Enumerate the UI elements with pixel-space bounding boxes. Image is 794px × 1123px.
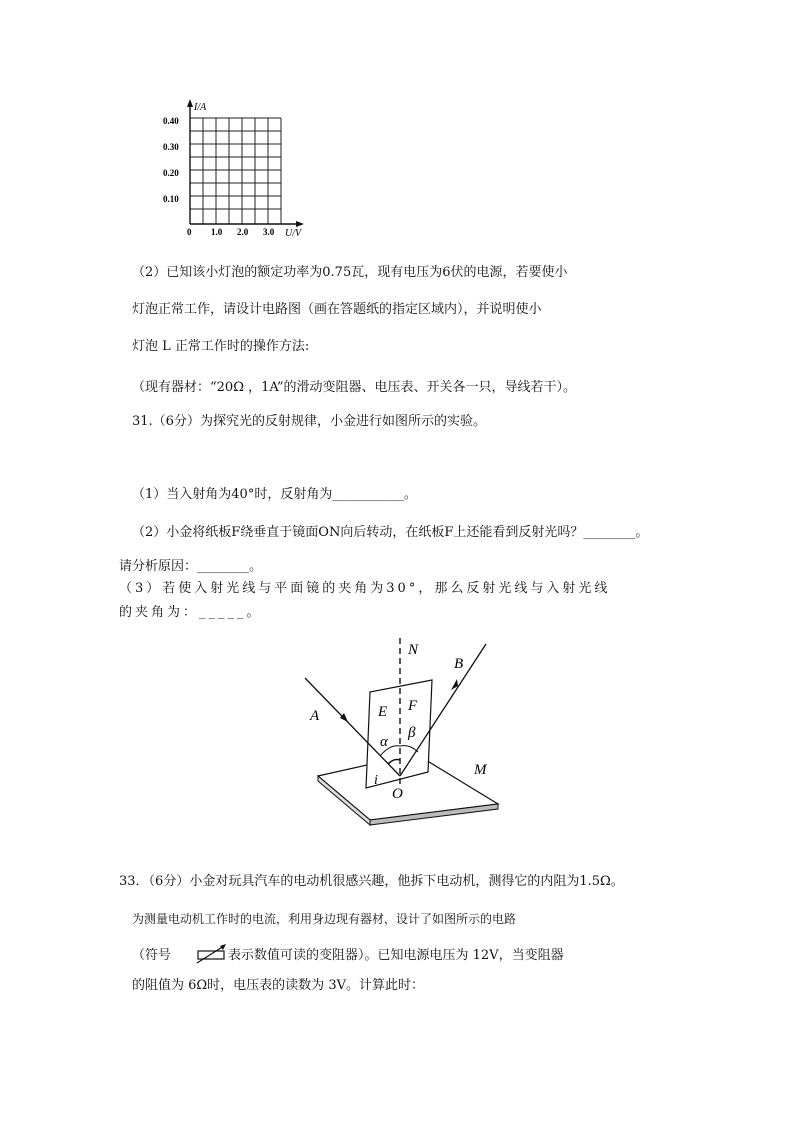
iu-grid-chart	[150, 96, 320, 246]
label-e: E	[378, 704, 388, 720]
label-m: M	[474, 762, 487, 778]
y-tick-label: 0.10	[163, 194, 179, 204]
label-beta: β	[408, 725, 416, 741]
q31-stem: 31.（6分）为探究光的反射规律，小金进行如图所示的实验。	[132, 414, 486, 429]
q30-part2-line1: （2）已知该小灯泡的额定功率为0.75瓦，现有电压为6伏的电源，若要使小	[132, 265, 568, 280]
q33-line3-prefix: （符号	[132, 948, 172, 963]
q30-part2-line3: 灯泡 L 正常工作时的操作方法:	[132, 339, 310, 354]
q31-part3-line1: （3）若使入射光线与平面镜的夹角为30°，那么反射光线与入射光线	[119, 581, 611, 596]
q30-part2-line2: 灯泡正常工作，请设计电路图（画在答题纸的指定区域内），并说明使小	[132, 302, 542, 317]
x-axis-arrow	[296, 221, 304, 227]
incident-ray-arrow	[340, 713, 348, 722]
y-tick-label: 0.20	[163, 168, 179, 178]
x-axis-label: U/V	[285, 228, 302, 239]
label-n: N	[408, 642, 419, 658]
q31-part2: （2）小金将纸板F绕垂直于镜面ON向后转动，在纸板F上还能看到反射光吗？________。	[132, 525, 649, 540]
variable-resistor-icon	[196, 943, 228, 965]
q33-line3-suffix: 表示数值可读的变阻器）。已知电源电压为 12V，当变阻器	[228, 948, 564, 963]
label-alpha: α	[380, 734, 388, 750]
q30-part2-materials: （现有器材：“20Ω ，1A”的滑动变阻器、电压表、开关各一只，导线若干）。	[132, 380, 576, 395]
y-tick-label: 0.30	[163, 142, 179, 152]
q31-reason: 请分析原因：________。	[119, 559, 263, 574]
q33-line2: 为测量电动机工作时的电流，利用身边现有器材，设计了如图所示的电路	[132, 912, 517, 926]
x-tick-label: 0	[187, 227, 192, 237]
x-tick-label: 2.0	[237, 227, 249, 237]
y-tick-label: 0.40	[163, 116, 179, 126]
label-b: B	[454, 656, 464, 672]
reflection-experiment-figure	[300, 634, 510, 834]
q33-line4: 的阻值为 6Ω时，电压表的读数为 3V。计算此时：	[132, 978, 424, 993]
y-axis-label: I/A	[194, 102, 207, 113]
label-i: i	[374, 773, 378, 788]
x-tick-label: 1.0	[211, 227, 223, 237]
y-axis-arrow	[187, 99, 193, 107]
label-f: F	[408, 698, 418, 714]
q31-part3-line2: 的夹角为：_____。	[119, 605, 263, 620]
paper-board	[366, 680, 432, 788]
label-o: O	[392, 786, 403, 802]
q33-line1: 33．（6分）小金对玩具汽车的电动机很感兴趣，他拆下电动机，测得它的内阻为1.5Ω。	[119, 874, 624, 889]
grid-lines	[190, 118, 281, 224]
label-a: A	[310, 708, 320, 724]
x-tick-label: 3.0	[263, 227, 275, 237]
q31-part1: （1）当入射角为40°时，反射角为___________。	[132, 487, 417, 502]
